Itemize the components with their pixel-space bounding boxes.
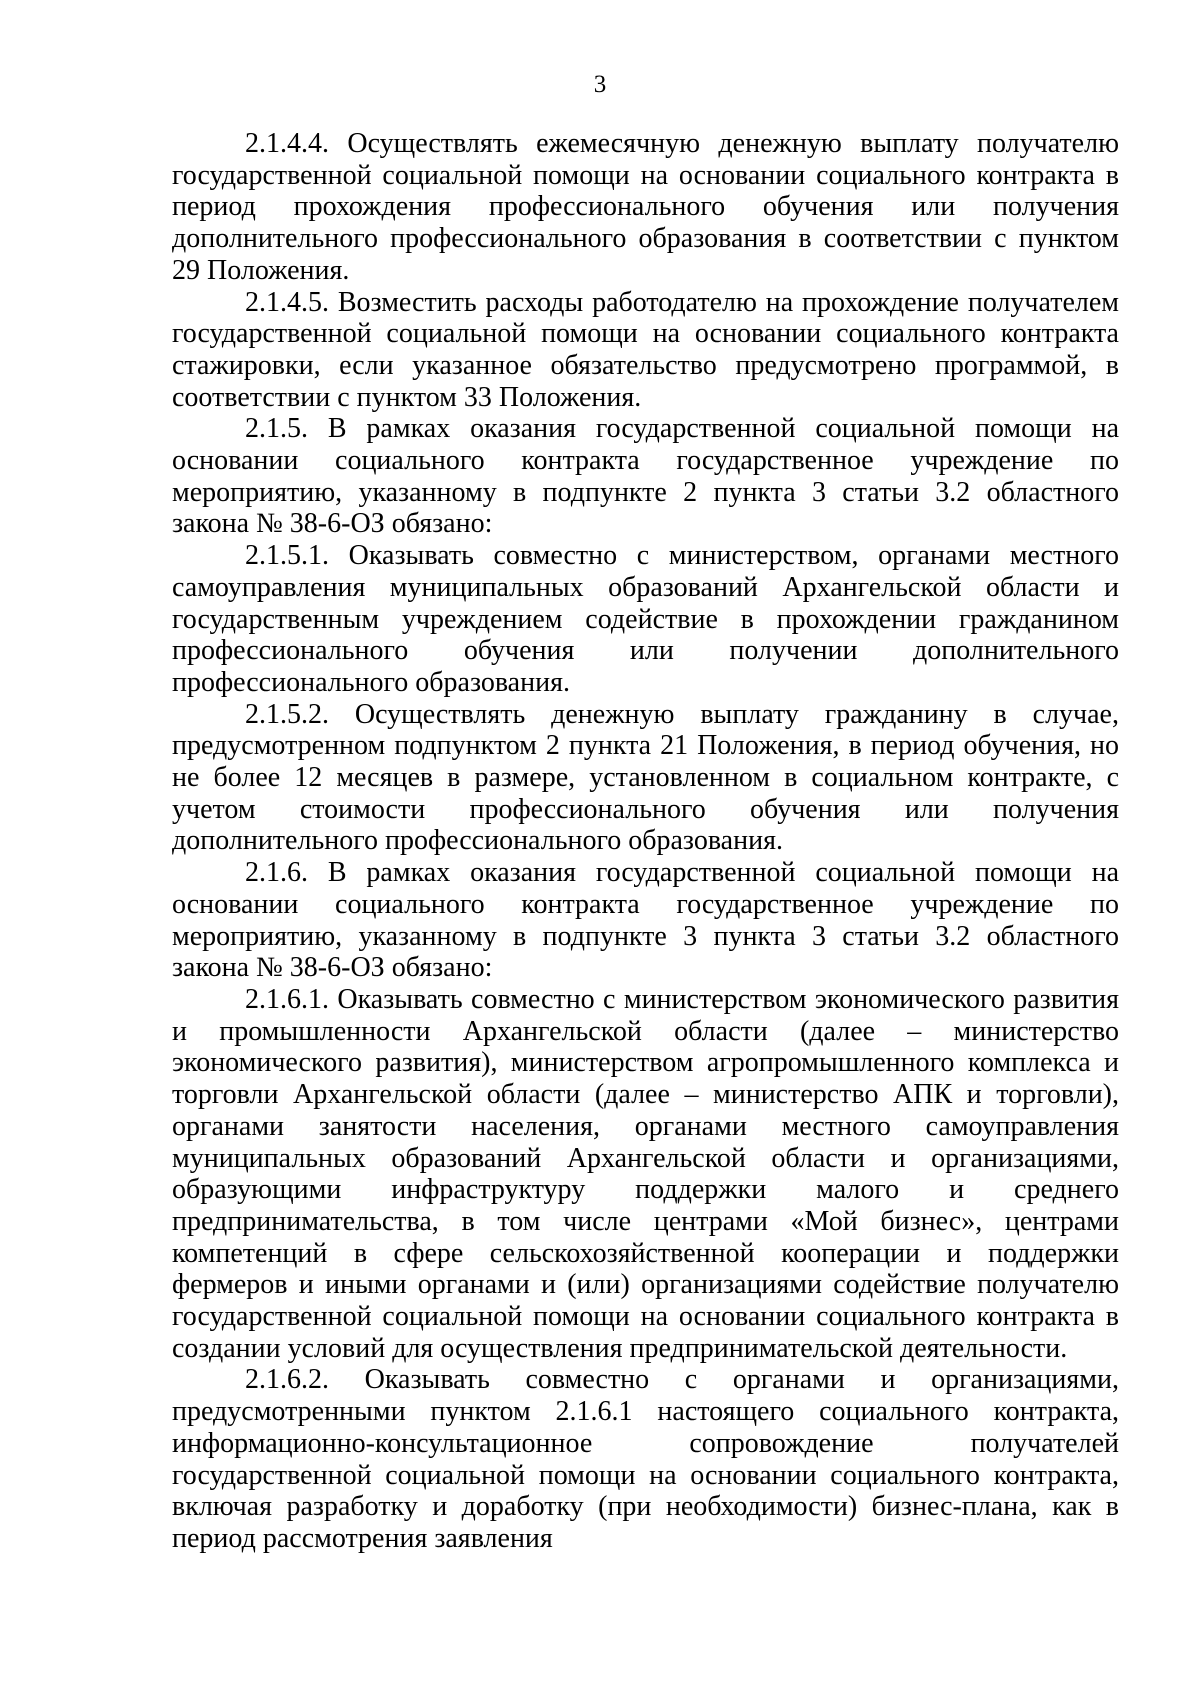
paragraph-2-1-6: 2.1.6. В рамках оказания государственной социальной помощи на основании социального контракта государственное учреждение по мероприятию, указанному в подпункте 3 пункта 3 статьи 3.2 областного закона № 38-6-ОЗ обязано: [172, 857, 1119, 984]
paragraph-2-1-5-2: 2.1.5.2. Осуществлять денежную выплату гражданину в случае, предусмотренном подпунктом 2 пункта 21 Положения, в период обучения, но не более 12 месяцев в размере, установленном в социальном контракте, с учетом стоимости профессионального обучения или получения дополнительного профессионального образования. [172, 698, 1119, 857]
page-number: 3 [593, 71, 607, 98]
document-body [172, 128, 1119, 1555]
paragraph-2-1-4-5: 2.1.4.5. Возместить расходы работодателю на прохождение получателем государственной социальной помощи на основании социального контракта стажировки, если указанное обязательство предусмотрено программой, в соответствии с пунктом 33 Положения. [172, 286, 1119, 413]
paragraph-2-1-5: 2.1.5. В рамках оказания государственной социальной помощи на основании социального контракта государственное учреждение по мероприятию, указанному в подпункте 2 пункта 3 статьи 3.2 областного закона № 38-6-ОЗ обязано: [172, 413, 1119, 540]
paragraph-2-1-4-4: 2.1.4.4. Осуществлять ежемесячную денежную выплату получателю государственной социальной помощи на основании социального контракта в период прохождения профессионального обучения или получения дополнительного профессионального образования в соответствии с пунктом 29 Положения. [172, 128, 1119, 286]
paragraph-2-1-6-1: 2.1.6.1. Оказывать совместно с министерством экономического развития и промышленности Архангельской области (далее – министерство экономического развития), министерством агропромышленного комплекса и торговли Архангельской области (далее – министерство АПК и торговли), органами занятости населения, органами местного самоуправления муниципальных образований Архангельской области и организациями, образующими инфраструктуру поддержки малого и среднего предпринимательства, в том числе центрами «Мой бизнес», центрами компетенций в сфере сельскохозяйственной кооперации и поддержки фермеров и иными органами и (или) организациями содействие получателю государственной социальной помощи на основании социального контракта в создании условий для осуществления предпринимательской деятельности. [172, 983, 1119, 1364]
paragraph-2-1-6-2: 2.1.6.2. Оказывать совместно с органами и организациями, предусмотренными пунктом 2.1.6.1 настоящего социального контракта, информационно-консультационное сопровождение получателей государственной социальной помощи на основании социального контракта, включая разработку и доработку (при необходимости) бизнес-плана, как в период рассмотрения заявления [172, 1364, 1119, 1554]
paragraph-2-1-5-1: 2.1.5.1. Оказывать совместно с министерством, органами местного самоуправления муниципальных образований Архангельской области и государственным учреждением содействие в прохождении гражданином профессионального обучения или получении дополнительного профессионального образования. [172, 540, 1119, 698]
